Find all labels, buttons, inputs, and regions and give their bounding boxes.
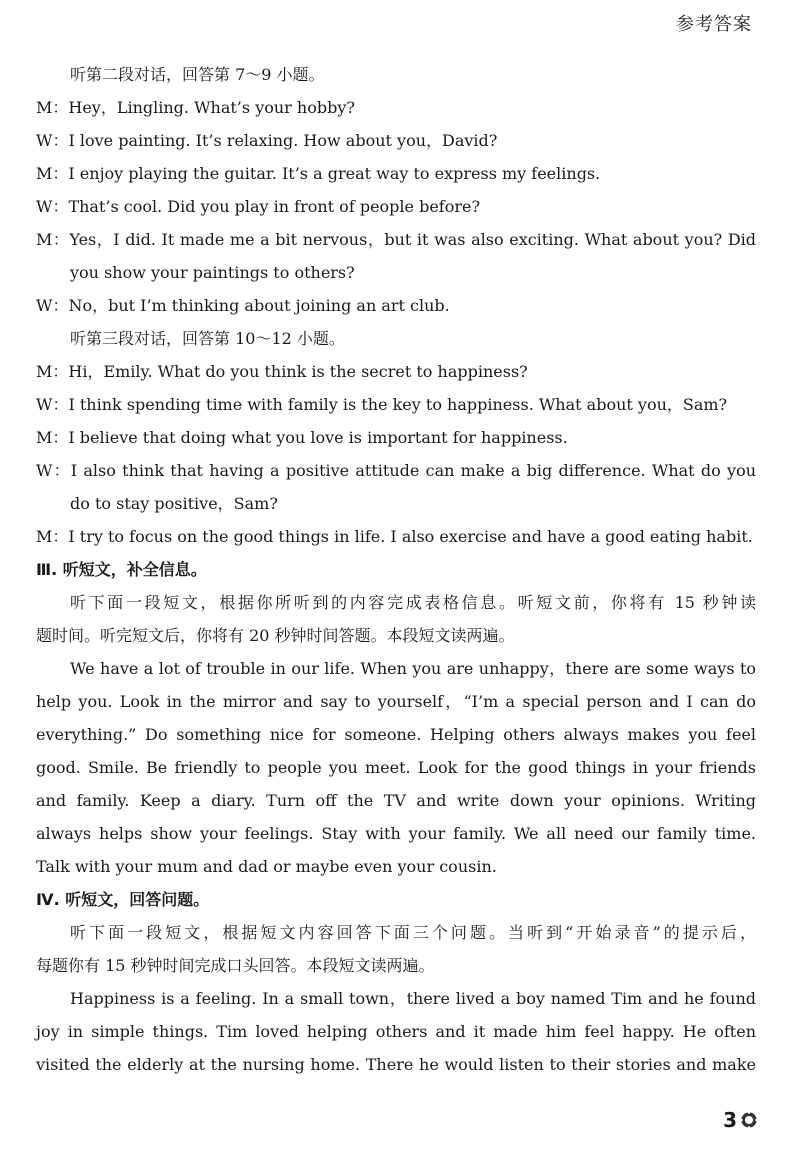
text-line: 每题你有 15 秒钟时间完成口头回答。本段短文读两遍。 [36, 956, 435, 975]
section-heading: Ⅲ. 听短文，补全信息。 [36, 560, 207, 579]
gear-icon [740, 1111, 758, 1129]
text-line: always helps show your feelings. Stay with your family. We all need our family time. [36, 824, 756, 843]
text-line: W：I also think that having a positive attitude can make a big difference. What do you [36, 461, 756, 480]
text-line: 听下面一段短文，根据你所听到的内容完成表格信息。听短文前，你将有 15 秒钟读 [70, 593, 756, 612]
text-line: you show your paintings to others? [70, 263, 355, 282]
text-line: Talk with your mum and dad or maybe even your cousin. [36, 857, 497, 876]
text-line: W：I love painting. It’s relaxing. How about you，David? [36, 131, 498, 150]
text-line: W：I think spending time with family is the key to happiness. What about you，Sam? [36, 395, 728, 414]
text-line: everything.” Do something nice for someone. Helping others always makes you feel [36, 725, 756, 744]
text-line: 听第二段对话，回答第 7～9 小题。 [70, 65, 325, 84]
text-line: M：I believe that doing what you love is important for happiness. [36, 428, 568, 447]
text-line: We have a lot of trouble in our life. When you are unhappy，there are some ways to [70, 659, 756, 678]
running-header: 参考答案 [676, 14, 752, 35]
text-line: 题时间。听完短文后，你将有 20 秒钟时间答题。本段短文读两遍。 [36, 626, 515, 645]
text-line: M：Hey，Lingling. What’s your hobby? [36, 98, 355, 117]
page-number-text: 3 [723, 1108, 737, 1132]
text-line: M：I try to focus on the good things in life. I also exercise and have a good eating habit. [36, 527, 753, 546]
text-line: good. Smile. Be friendly to people you meet. Look for the good things in your friends [36, 758, 756, 777]
page-content [36, 58, 756, 1081]
text-line: joy in simple things. Tim loved helping others and it made him feel happy. He often [36, 1022, 756, 1041]
text-line: do to stay positive，Sam? [70, 494, 278, 513]
text-line: 听下面一段短文，根据短文内容回答下面三个问题。当听到“开始录音”的提示后， [70, 923, 756, 942]
text-line: W：No，but I’m thinking about joining an art club. [36, 296, 450, 315]
text-line: 听第三段对话，回答第 10～12 小题。 [70, 329, 345, 348]
text-line: visited the elderly at the nursing home. There he would listen to their stories and make [36, 1055, 756, 1074]
text-line: W：That’s cool. Did you play in front of people before? [36, 197, 481, 216]
text-line: M：I enjoy playing the guitar. It’s a great way to express my feelings. [36, 164, 601, 183]
text-line: M：Yes，I did. It made me a bit nervous，but it was also exciting. What about you? Did [36, 230, 757, 249]
page-number [723, 1108, 758, 1132]
text-line: M：Hi，Emily. What do you think is the secret to happiness? [36, 362, 528, 381]
text-line: and family. Keep a diary. Turn off the TV and write down your opinions. Writing [36, 791, 756, 810]
section-heading: Ⅳ. 听短文，回答问题。 [36, 890, 210, 909]
text-line: help you. Look in the mirror and say to yourself，“I’m a special person and I can do [36, 692, 756, 711]
text-line: Happiness is a feeling. In a small town，there lived a boy named Tim and he found [70, 989, 756, 1008]
